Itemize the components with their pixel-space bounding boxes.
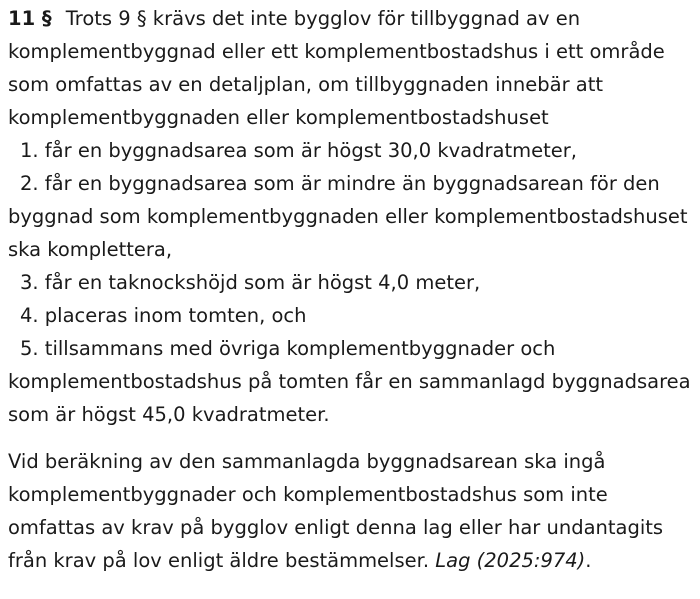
calculation-paragraph [8, 445, 692, 577]
section-intro: Trots 9 § krävs det inte bygglov för tillbyggnad av en komplementbyggnad eller ett komplementbostadshus i ett område som omfattas av en detaljplan, om tillbyggnaden innebär att komplementbyggnaden eller komplementbostadshuset [8, 7, 665, 129]
section-paragraph [8, 2, 692, 431]
list-item: 3. får en taknockshöjd som är högst 4,0 meter, [20, 271, 481, 294]
calculation-text: Vid beräkning av den sammanlagda byggnadsarean ska ingå komplementbyggnader och komplementbostadshus som inte omfattas av krav på bygglov enligt denna lag eller har undantagits från krav på lov enligt äldre bestämmelser. [8, 450, 664, 572]
law-reference: Lag (2025:974) [435, 549, 586, 572]
list-item: 1. får en byggnadsarea som är högst 30,0 kvadratmeter, [20, 139, 577, 162]
section-number: 11 § [8, 7, 52, 30]
list-item: 5. tillsammans med övriga komplementbyggnader och komplementbostadshus på tomten får en sammanlagd byggnadsarea som är högst 45,0 kvadratmeter. [8, 337, 691, 426]
law-reference-suffix: . [585, 549, 592, 572]
list-item: 4. placeras inom tomten, och [20, 304, 307, 327]
list-item: 2. får en byggnadsarea som är mindre än byggnadsarean för den byggnad som komplementbyggnaden eller komplementbostadshuset ska komplettera, [8, 172, 688, 261]
